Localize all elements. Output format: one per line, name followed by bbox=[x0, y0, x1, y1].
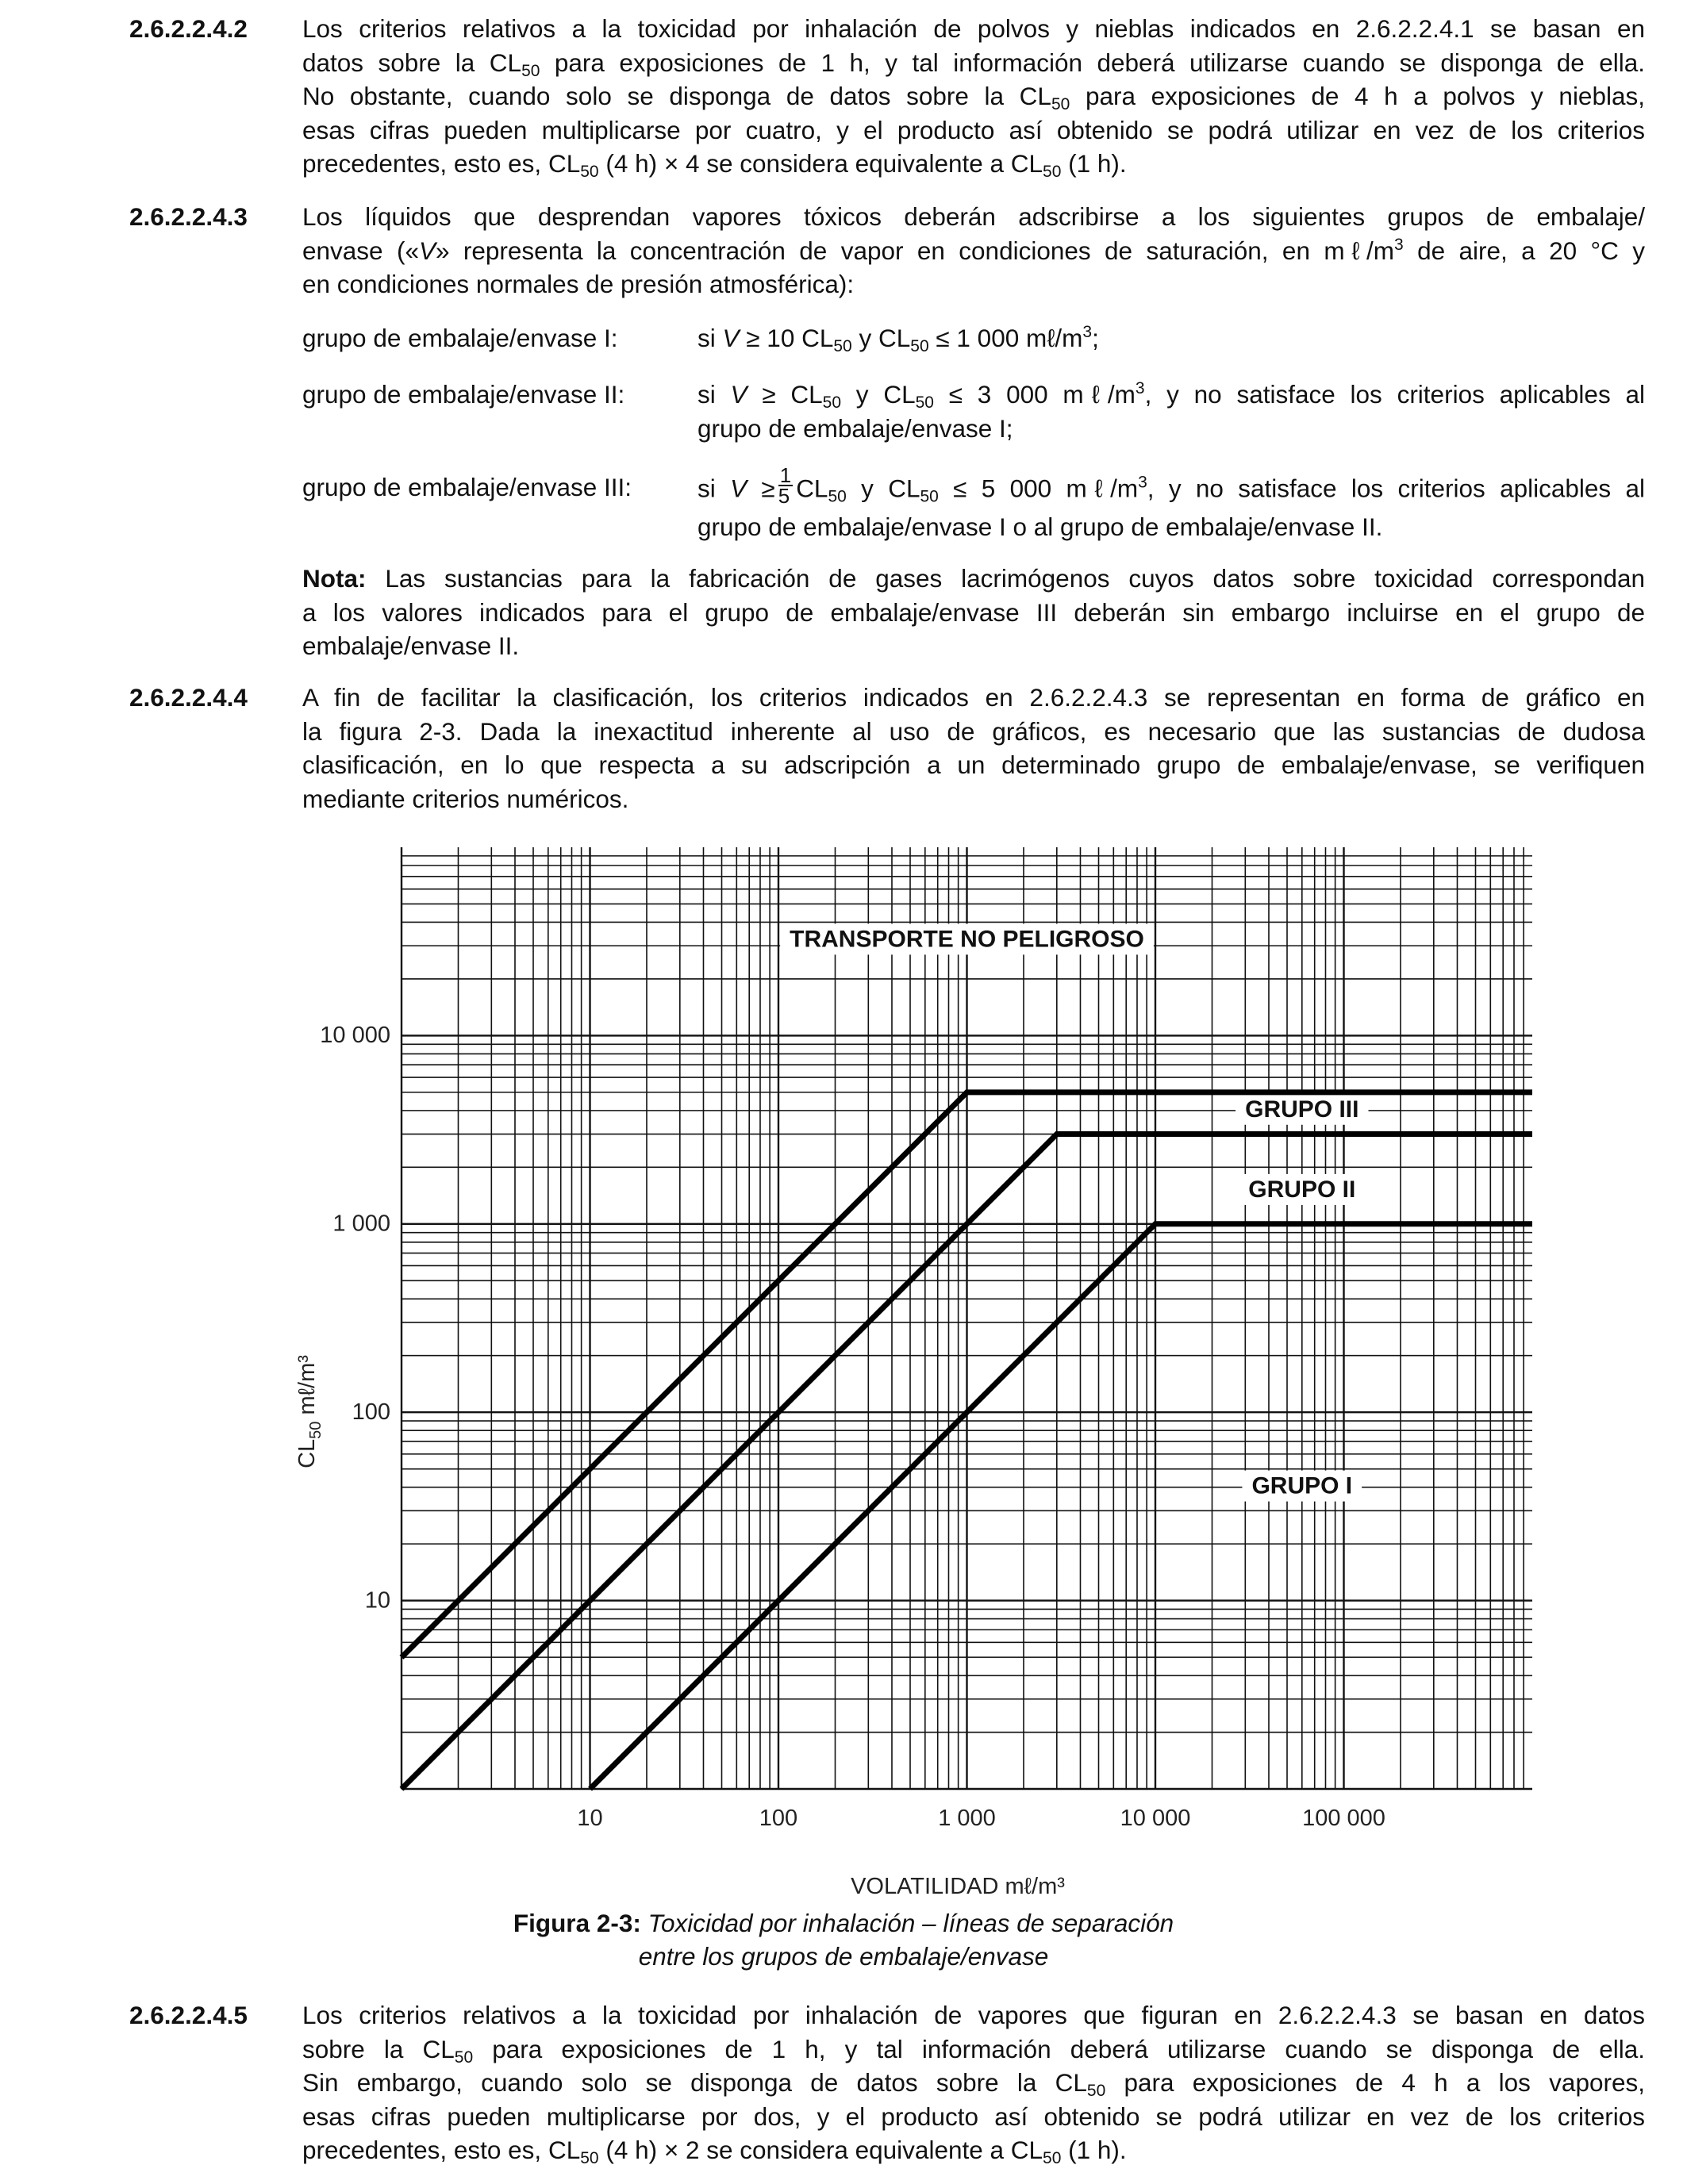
x-tick-label: 100 bbox=[759, 1806, 798, 1831]
section-number: 2.6.2.2.4.2 bbox=[129, 14, 248, 43]
text-line: No obstante, cuando solo se disponga de datos sobre la $CL_{50}$ para exposiciones de 4 h a polvos y nieblas, bbox=[302, 82, 1645, 114]
text-line: a los valores indicados para el grupo de embalaje/envase III deberán sin embargo incluirse en el grupo de bbox=[302, 597, 1645, 627]
section-number: 2.6.2.2.4.3 bbox=[129, 202, 248, 231]
text-line: esas cifras pueden multiplicarse por cuatro, y el producto así obtenido se podrá utilizar en vez de los criterios bbox=[302, 115, 1645, 144]
figure-title-line-2: entre los grupos de embalaje/envase bbox=[638, 1942, 1049, 1971]
section-2-6-2-2-4-5 bbox=[129, 1998, 1645, 2167]
group-label: grupo de embalaje/envase I: bbox=[302, 324, 618, 352]
section-number: 2.6.2.2.4.5 bbox=[129, 2001, 248, 2029]
x-tick-label: 10 bbox=[577, 1806, 603, 1831]
note-text bbox=[302, 562, 1645, 663]
y-tick-label: 10 bbox=[364, 1587, 390, 1614]
figure-title: Toxicidad por inhalación – líneas de separación bbox=[640, 1909, 1174, 1937]
text-line: precedentes, esto es, $CL_{50}$ (4 h) × 2 se considera equivalente a $CL_{50}$ (1 h). bbox=[302, 2136, 1127, 2168]
y-tick-label: 1 000 bbox=[332, 1211, 390, 1237]
annotation-group1: GRUPO I bbox=[1251, 1472, 1353, 1499]
y-axis-label: $CL_{50}$ mℓ/m³ bbox=[294, 1355, 325, 1468]
text-line: la figura 2-3. Dada la inexactitud inherente al uso de gráficos, es necesario que las sustancias de dudosa bbox=[302, 716, 1645, 746]
text-line: en condiciones normales de presión atmosférica): bbox=[302, 270, 855, 299]
note-label: Nota: bbox=[302, 564, 367, 593]
section-2-6-2-2-4-3 bbox=[129, 200, 1645, 301]
text-line: Los criterios relativos a la toxicidad por inhalación de polvos y nieblas indicados en 2.6.2.2.4.1 se basan en bbox=[302, 14, 1645, 43]
text-line: sobre la $CL_{50}$ para exposiciones de 1 h, y tal información deberá utilizarse cuando se disponga de ella. bbox=[302, 2034, 1645, 2067]
section-text bbox=[302, 200, 1645, 301]
text-line: Los líquidos que desprendan vapores tóxicos deberán adscribirse a los siguientes grupos de embalaje/ bbox=[302, 202, 1645, 231]
group-criterion: si V ≥ 10 $CL_{50}$ y $CL_{50} \le 1$ 000 $m\ell/m^3$; bbox=[697, 323, 1099, 355]
y-tick-label: 100 bbox=[352, 1399, 390, 1425]
section-2-6-2-2-4-2 bbox=[129, 12, 1645, 181]
text-line: mediante criterios numéricos. bbox=[302, 784, 629, 813]
x-tick-label: 1 000 bbox=[938, 1806, 996, 1831]
text-line: embalaje/envase II. bbox=[302, 631, 520, 661]
section-number: 2.6.2.2.4.4 bbox=[129, 683, 248, 712]
text-line: precedentes, esto es, $CL_{50}$ (4 h) × 4 se considera equivalente a $CL_{50}$ (1 h). bbox=[302, 149, 1127, 182]
text-line: envase («V» representa la concentración de vapor en condiciones de saturación, en $m\ell/m^3$ de aire, a 20 °C y bbox=[302, 235, 1645, 265]
chart-grid bbox=[402, 847, 1532, 1789]
text-line: A fin de facilitar la clasificación, los criterios indicados en 2.6.2.2.4.3 se representan en forma de gráfico en bbox=[302, 683, 1645, 712]
section-text bbox=[302, 1998, 1645, 2167]
annotation-group3: GRUPO III bbox=[1245, 1096, 1359, 1123]
y-tick-label: 10 000 bbox=[320, 1023, 390, 1049]
group-criterion: si $V \ge CL_{50}$ y $CL_{50} \le 3$ 000 $m\ell/m^3$, y no satisface los criterios aplicables al grupo de embalaje/envase I; bbox=[697, 379, 1645, 443]
group-label: grupo de embalaje/envase II: bbox=[302, 380, 625, 409]
text-line: datos sobre la $CL_{50}$ para exposiciones de 1 h, y tal información deberá utilizarse cuando se disponga de ella. bbox=[302, 48, 1645, 80]
figure-caption bbox=[0, 1906, 1687, 1973]
text-line: Sin embargo, cuando solo se disponga de datos sobre la $CL_{50}$ para exposiciones de 4 h a los vapores, bbox=[302, 2068, 1645, 2101]
series-line-group1 bbox=[590, 1224, 1533, 1789]
x-axis-label: VOLATILIDAD mℓ/m³ bbox=[851, 1874, 1065, 1899]
section-text bbox=[302, 681, 1645, 816]
group-criterion: si V ≥ $\frac{1}{5}$ $CL_{50}$ y $CL_{50} \le 5$ 000 $m\ell/m^3$, y no satisface los criterios aplicables al grupo de embalaje/envase I o al grupo de embalaje/envase II. bbox=[697, 463, 1646, 541]
note bbox=[129, 562, 1645, 663]
group-label: grupo de embalaje/envase III: bbox=[302, 473, 632, 501]
text-line: Nota: Las sustancias para la fabricación de gases lacrimógenos cuyos datos sobre toxicidad correspondan bbox=[302, 564, 1645, 593]
section-2-6-2-2-4-4 bbox=[129, 681, 1645, 816]
section-text bbox=[302, 12, 1645, 181]
text-line: Los criterios relativos a la toxicidad por inhalación de vapores que figuran en 2.6.2.2.4.3 se basan en datos bbox=[302, 2001, 1645, 2029]
fraction-one-fifth: $\frac{1}{5}$ bbox=[778, 463, 792, 508]
annotation-region_top: TRANSPORTE NO PELIGROSO bbox=[790, 926, 1144, 953]
figure-label: Figura 2-3: bbox=[513, 1909, 641, 1937]
text-line: esas cifras pueden multiplicarse por dos, y el producto así obtenido se podrá utilizar en vez de los criterios bbox=[302, 2101, 1645, 2131]
text-line: clasificación, en lo que respecta a su adscripción a un determinado grupo de embalaje/envase, se verifiquen bbox=[302, 750, 1645, 780]
annotation-group2: GRUPO II bbox=[1248, 1176, 1356, 1203]
x-tick-label: 100 000 bbox=[1302, 1806, 1385, 1831]
x-tick-label: 10 000 bbox=[1120, 1806, 1191, 1831]
